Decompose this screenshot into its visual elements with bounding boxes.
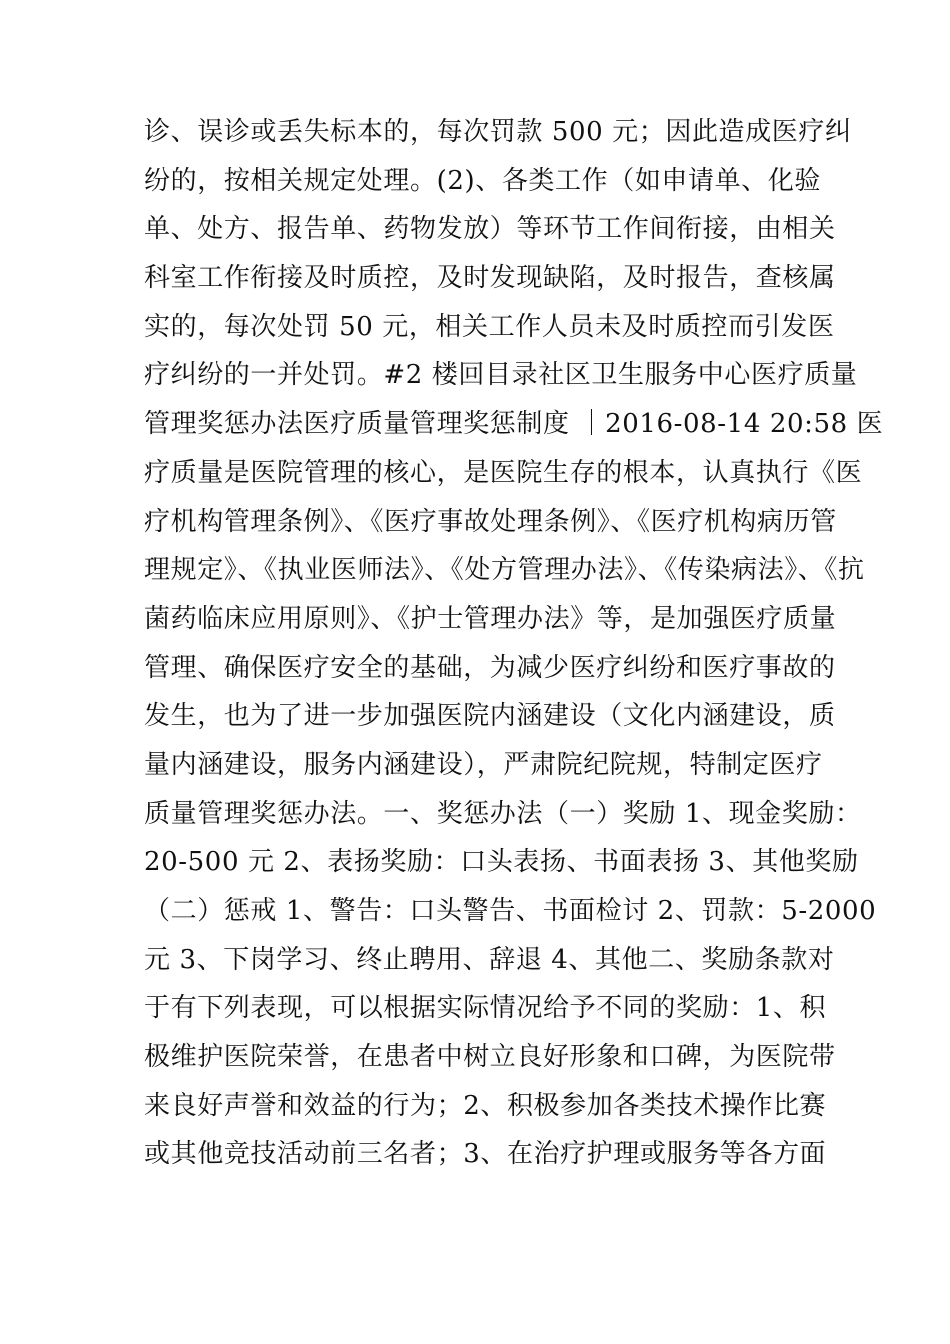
text-line: 诊、误诊或丢失标本的，每次罚款 500 元；因此造成医疗纠 <box>144 117 852 147</box>
text-line: 来良好声誉和效益的行为；2、积极参加各类技术操作比赛 <box>144 1090 827 1121</box>
text-line: 质量管理奖惩办法。一、奖惩办法（一）奖励 1、现金奖励： <box>144 798 862 829</box>
text-line: 20-500 元 2、表扬奖励：口头表扬、书面表扬 3、其他奖励 <box>144 847 859 878</box>
text-line: 或其他竞技活动前三名者；3、在治疗护理或服务等各方面 <box>144 1139 827 1170</box>
text-line: 管理奖惩办法医疗质量管理奖惩制度 ｜2016-08-14 20:58 医 <box>144 409 884 440</box>
text-line: 极维护医院荣誉，在患者中树立良好形象和口碑，为医院带 <box>144 1042 836 1073</box>
text-line: 单、处方、报告单、药物发放）等环节工作间衔接，由相关 <box>144 214 836 245</box>
text-line: 实的，每次处罚 50 元，相关工作人员未及时质控而引发医 <box>144 311 835 342</box>
text-line: 科室工作衔接及时质控，及时发现缺陷，及时报告，查核属 <box>144 263 836 294</box>
text-line: 理规定》、《执业医师法》、《处方管理办法》、《传染病法》、《抗 <box>144 555 865 586</box>
text-line: 菌药临床应用原则》、《护士管理办法》等，是加强医疗质量 <box>144 603 837 634</box>
text-line: 疗纠纷的一并处罚。#2 楼回目录社区卫生服务中心医疗质量 <box>144 360 858 391</box>
text-line: 于有下列表现，可以根据实际情况给予不同的奖励：1、积 <box>144 993 827 1024</box>
text-line: 发生，也为了进一步加强医院内涵建设（文化内涵建设，质 <box>144 701 836 732</box>
text-line: 元 3、下岗学习、终止聘用、辞退 4、其他二、奖励条款对 <box>144 944 835 975</box>
text-line: 疗质量是医院管理的核心，是医院生存的根本，认真执行《医 <box>144 457 863 488</box>
text-line: 量内涵建设，服务内涵建设），严肃院纪院规，特制定医疗 <box>144 749 823 780</box>
text-line: 疗机构管理条例》、《医疗事故处理条例》、《医疗机构病历管 <box>144 506 837 537</box>
text-line: （二）惩戒 1、警告：口头警告、书面检讨 2、罚款：5-2000 <box>144 896 877 926</box>
body-text <box>144 108 884 1179</box>
text-line: 管理、确保医疗安全的基础，为减少医疗纠纷和医疗事故的 <box>144 652 836 683</box>
text-line: 纷的，按相关规定处理。(2)、各类工作（如申请单、化验 <box>144 165 822 196</box>
